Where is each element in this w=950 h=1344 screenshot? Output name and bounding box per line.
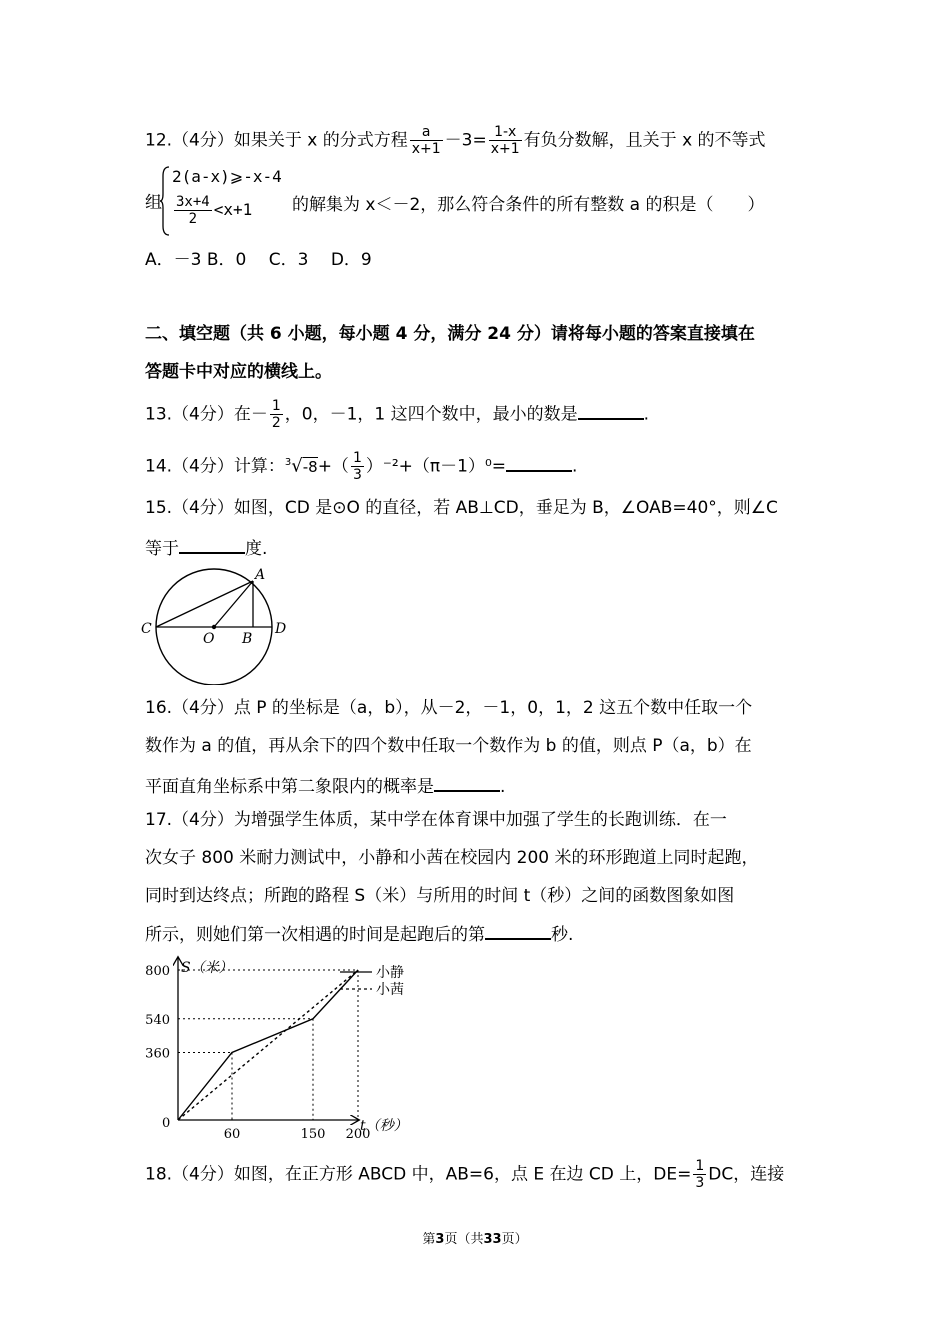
page-footer: 第3页（共33页） [422,1232,528,1247]
section2-heading-line1: 二、填空题（共 6 小题，每小题 4 分，满分 24 分）请将每小题的答案直接填在 [145,324,755,344]
q18-fraction: $\frac{1}{3}$ [695,1158,705,1191]
legend-xiaojing: 小静 [376,965,404,981]
q16-line3: 平面直角坐标系中第二象限内的概率是 . [145,772,505,799]
x-tick-label: 150 [300,1127,326,1142]
q18: 18.（4分）如图，在正方形 ABCD 中，AB=6，点 E 在边 CD 上，DE= $\frac{1}{3}$ DC，连接 [145,1158,785,1191]
section2-heading-line2: 答题卡中对应的横线上。 [145,362,332,382]
q12-fraction-a: $\frac{a}{x+1}$ [411,124,441,157]
x-tick-label: 200 [345,1127,371,1142]
origin-label: 0 [162,1116,171,1131]
q12-line1: 12.（4分）如果关于 x 的分式方程 $\frac{a}{x+1}$ －3= $\frac{1-x}{x+1}$ 有负分数解，且关于 x 的不等式 [145,124,766,157]
q12-fraction-1-x: $\frac{1-x}{x+1}$ [490,124,520,157]
center-point [212,625,216,629]
q12-inequality-2: $\frac{3x+4}{2}$ <x+1 [176,194,253,227]
q15-line2: 等于 度. [145,534,267,561]
label-d: D [275,621,287,637]
q14: 14.（4分）计算：$^3$√-8+（ $\frac{1}{3}$ ）⁻²+（π－1）⁰= . [145,450,578,483]
y-tick-label: 360 [145,1046,170,1062]
q13-answer-blank[interactable] [578,400,644,420]
q16-line1: 16.（4分）点 P 的坐标是（a，b），从－2，－1，0，1，2 这五个数中任取一个 [145,698,753,718]
x-tick-label: 60 [223,1127,241,1142]
label-o: O [203,631,215,647]
q15-line1: 15.（4分）如图，CD 是⊙O 的直径，若 AB⊥CD，垂足为 B，∠OAB=40°，则∠C [145,498,778,518]
q17-line2: 次女子 800 米耐力测试中，小静和小茜在校园内 200 米的环形跑道上同时起跑， [145,848,759,868]
q12-options: A．－3 B．0 C．3 D．9 [145,250,372,270]
y-tick-label: 800 [145,964,170,979]
series-line-xiaoqian [178,970,358,1120]
q13-fraction: $\frac{1}{2}$ [271,398,281,431]
label-a: A [255,567,266,583]
q14-fraction: $\frac{1}{3}$ [352,450,362,483]
q12-inequality-1: 2(a-x)⩾-x-4 [172,167,282,186]
q12-group-label: 组 [145,193,162,213]
q12-line2-tail: 的解集为 x＜－2，那么符合条件的所有整数 a 的积是（ ） [292,195,765,215]
circle-figure [135,563,295,685]
brace-icon [160,166,170,236]
q14-answer-blank[interactable] [506,452,572,472]
q17-line3: 同时到达终点；所跑的路程 S（米）与所用的时间 t（秒）之间的函数图象如图 [145,886,735,906]
q13: 13.（4分）在－ $\frac{1}{2}$ ，0，－1，1 这四个数中，最小的数是 . [145,398,650,431]
segment-oa [214,581,253,627]
q15-answer-blank[interactable] [179,534,245,554]
q16-answer-blank[interactable] [434,772,500,792]
label-c: C [141,621,152,637]
y-tick-label: 540 [145,1012,170,1028]
x-axis-label: t（秒） [360,1118,408,1134]
q16-line2: 数作为 a 的值，再从余下的四个数中任取一个数作为 b 的值，则点 P（a，b）在 [145,736,752,756]
q17-answer-blank[interactable] [485,920,551,940]
q17-line4: 所示，则她们第一次相遇的时间是起跑后的第 秒. [145,920,573,947]
q17-line1: 17.（4分）为增强学生体质，某中学在体育课中加强了学生的长跑训练．在一 [145,810,727,830]
y-axis-label: S（米） [181,960,233,976]
distance-time-chart [140,952,430,1144]
radical-icon: √ [291,455,303,477]
label-b: B [242,631,253,647]
legend-xiaoqian: 小茜 [376,982,404,998]
